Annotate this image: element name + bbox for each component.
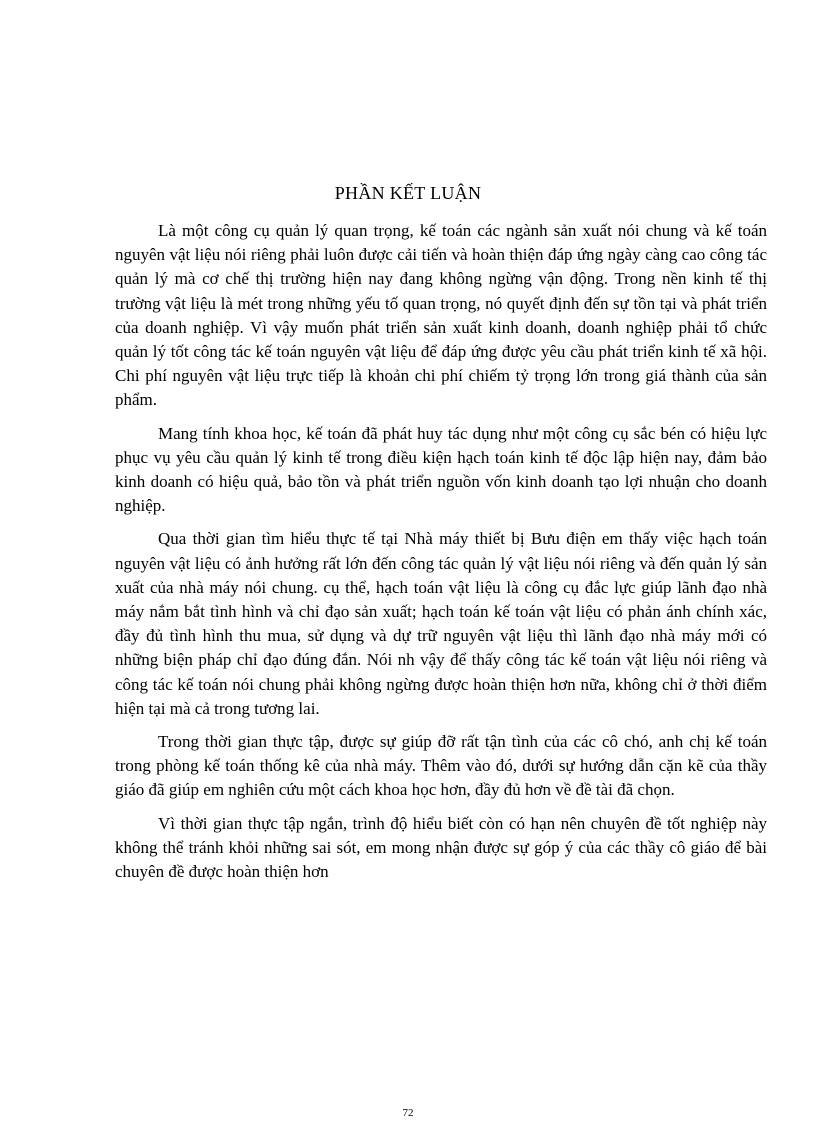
page-title: PHẦN KẾT LUẬN — [334, 183, 482, 203]
paragraph-4: Trong thời gian thực tập, được sự giúp đỡ rất tận tình của các cô chó, anh chị kế toán trong phòng kế toán thống kê của nhà máy. Thêm vào đó, dưới sự hướng dẫn cặn kẽ của thầy giáo đã giúp em nghiên cứu một cách khoa học hơn, đầy đủ hơn về đề tài đã chọn. — [115, 732, 767, 800]
body-text — [115, 219, 767, 893]
paragraph-2: Mang tính khoa học, kế toán đã phát huy tác dụng như một công cụ sắc bén có hiệu lực phục vụ yêu cầu quản lý kinh tế trong điều kiện hạch toán kinh tế độc lập hiện nay, đảm bảo kinh doanh có hiệu quả, bảo tồn và phát triển nguồn vốn kinh doanh tạo lợi nhuận cho doanh nghiệp. — [115, 423, 767, 516]
paragraph-1: Là một công cụ quản lý quan trọng, kế toán các ngành sản xuất nói chung và kế toán nguyên vật liệu nói riêng phải luôn được cải tiến và hoàn thiện đáp ứng ngày càng cao công tác quản lý mà cơ chế thị trường hiện nay đang không ngừng vận động. Trong nền kinh tế thị trường vật liệu là mét trong những yếu tố quan trọng, nó quyết định đến sự tồn tại và phát triển của doanh nghiệp. Vì vậy muốn phát triển sản xuất kinh doanh, doanh nghiệp phải tổ chức quản lý tốt công tác kế toán nguyên vật liệu để đáp ứng được yêu cầu phát triển kinh tế xã hội. Chi phí nguyên vật liệu trực tiếp là khoản chi phí chiếm tỷ trọng lớn trong giá thành của sản phẩm. — [115, 221, 767, 410]
paragraph-3: Qua thời gian tìm hiểu thực tế tại Nhà máy thiết bị Bưu điện em thấy việc hạch toán nguyên vật liệu có ảnh hưởng rất lớn đến công tác quản lý vật liệu nói riêng và đến quản lý sản xuất của nhà máy nói chung. cụ thể, hạch toán vật liệu là công cụ đắc lực giúp lãnh đạo nhà máy nắm bắt tình hình và chỉ đạo sản xuất; hạch toán kế toán vật liệu có phản ánh chính xác, đầy đủ tình hình thu mua, sử dụng và dự trữ nguyên vật liệu thì lãnh đạo nhà máy mới có những biện pháp chỉ đạo đúng đắn. Nói nh vậy để thấy công tác kế toán vật liệu nói riêng và công tác kế toán nói chung phải không ngừng được hoàn thiện hơn nữa, không chỉ ở thời điểm hiện tại mà cả trong tương lai. — [115, 529, 767, 718]
paragraph-5: Vì thời gian thực tập ngắn, trình độ hiểu biết còn có hạn nên chuyên đề tốt nghiệp này không thể tránh khỏi những sai sót, em mong nhận được sự góp ý của các thầy cô giáo để bài chuyên đề được hoàn thiện hơn — [115, 813, 767, 882]
page-number: 72 — [402, 1107, 414, 1119]
